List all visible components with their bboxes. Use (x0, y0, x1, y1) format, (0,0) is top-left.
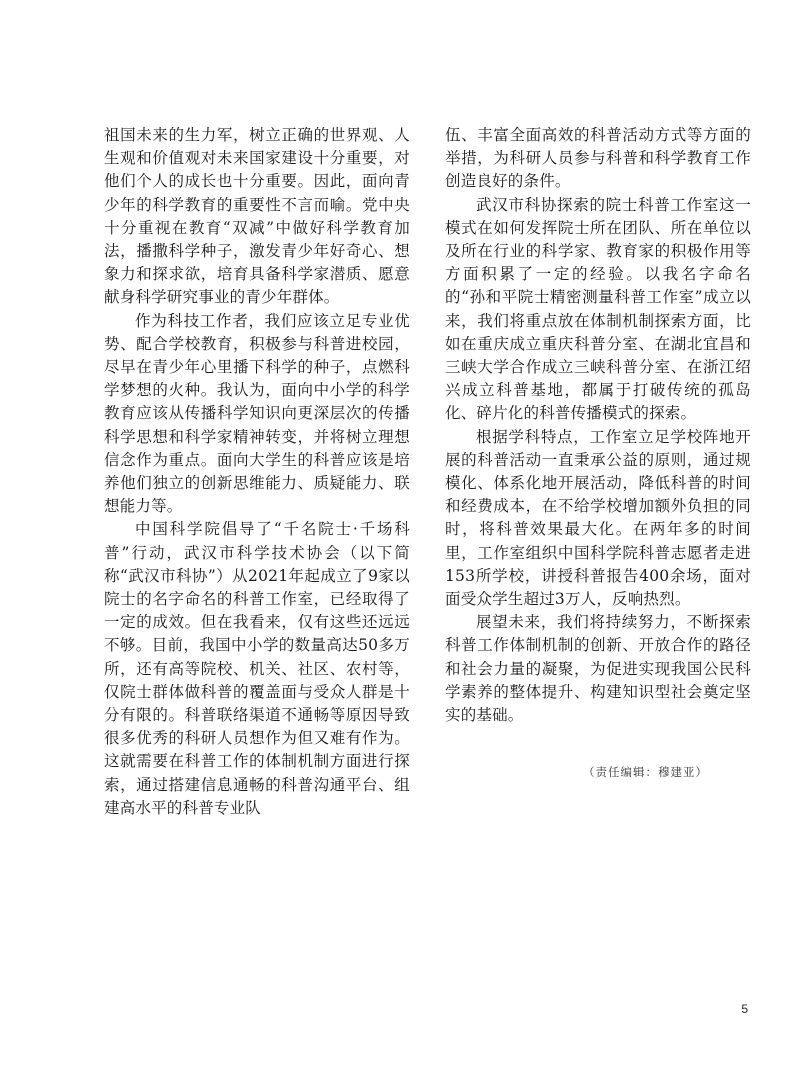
paragraph: 伍、丰富全面高效的科普活动方式等方面的举措，为科研人员参与科普和科学教育工作创造良好的条件。 (445, 126, 751, 191)
editor-note: （责任编辑：穆建亚） (583, 765, 708, 779)
page-number: 5 (741, 1002, 748, 1016)
paragraph: 祖国未来的生力军，树立正确的世界观、人生观和价值观对未来国家建设十分重要，对他们个人的成长也十分重要。因此，面向青少年的科学教育的重要性不言而喻。党中央十分重视在教育“双减”中做好科学教育加法，播撒科学种子，激发青少年好奇心、想象力和探求欲，培育具备科学家潜质、愿意献身科学研究事业的青少年群体。 (104, 126, 410, 307)
paragraph: 作为科技工作者，我们应该立足专业优势、配合学校教育，积极参与科普进校园，尽早在青少年心里播下科学的种子，点燃科学梦想的火种。我认为，面向中小学的科学教育应该从传播科学知识向更深层次的传播科学思想和科学家精神转变，并将树立理想信念作为重点。面向大学生的科普应该是培养他们独立的创新思维能力、质疑能力、联想能力等。 (104, 311, 410, 516)
paragraph: 根据学科特点，工作室立足学校阵地开展的科普活动一直秉承公益的原则，通过规模化、体系化地开展活动，降低科普的时间和经费成本，在不给学校增加额外负担的同时，将科普效果最大化。在两年多的时间里，工作室组织中国科学院科普志愿者走进153所学校，讲授科普报告400余场，面对面受众学生超过3万人，反响热烈。 (445, 427, 751, 609)
right-column (445, 124, 751, 727)
paragraph: 武汉市科协探索的院士科普工作室这一模式在如何发挥院士所在团队、所在单位以及所在行业的科学家、教育家的积极作用等方面积累了一定的经验。以我名字命名的“孙和平院士精密测量科普工作室”成立以来，我们将重点放在体制机制探索方面，比如在重庆成立重庆科普分室、在湖北宜昌和三峡大学合作成立三峡科普分室、在浙江绍兴成立科普基地，都属于打破传统的孤岛化、碎片化的科普传播模式的探索。 (445, 195, 751, 423)
left-column (104, 124, 410, 820)
paragraph: 中国科学院倡导了“千名院士·千场科普”行动，武汉市科学技术协会（以下简称“武汉市科协”）从2021年起成立了9家以院士的名字命名的科普工作室，已经取得了一定的成效。但在我看来，仅有这些还远远不够。目前，我国中小学的数量高达50多万所，还有高等院校、机关、社区、农村等，仅院士群体做科普的覆盖面与受众人群是十分有限的。科普联络渠道不通畅等原因导致很多优秀的科研人员想作为但又难有作为。这就需要在科普工作的体制机制方面进行探索，通过搭建信息通畅的科普沟通平台、组建高水平的科普专业队 (104, 520, 410, 817)
paragraph: 展望未来，我们将持续努力，不断探索科普工作体制机制的创新、开放合作的路径和社会力量的凝聚，为促进实现我国公民科学素养的整体提升、构建知识型社会奠定坚实的基础。 (445, 613, 751, 725)
